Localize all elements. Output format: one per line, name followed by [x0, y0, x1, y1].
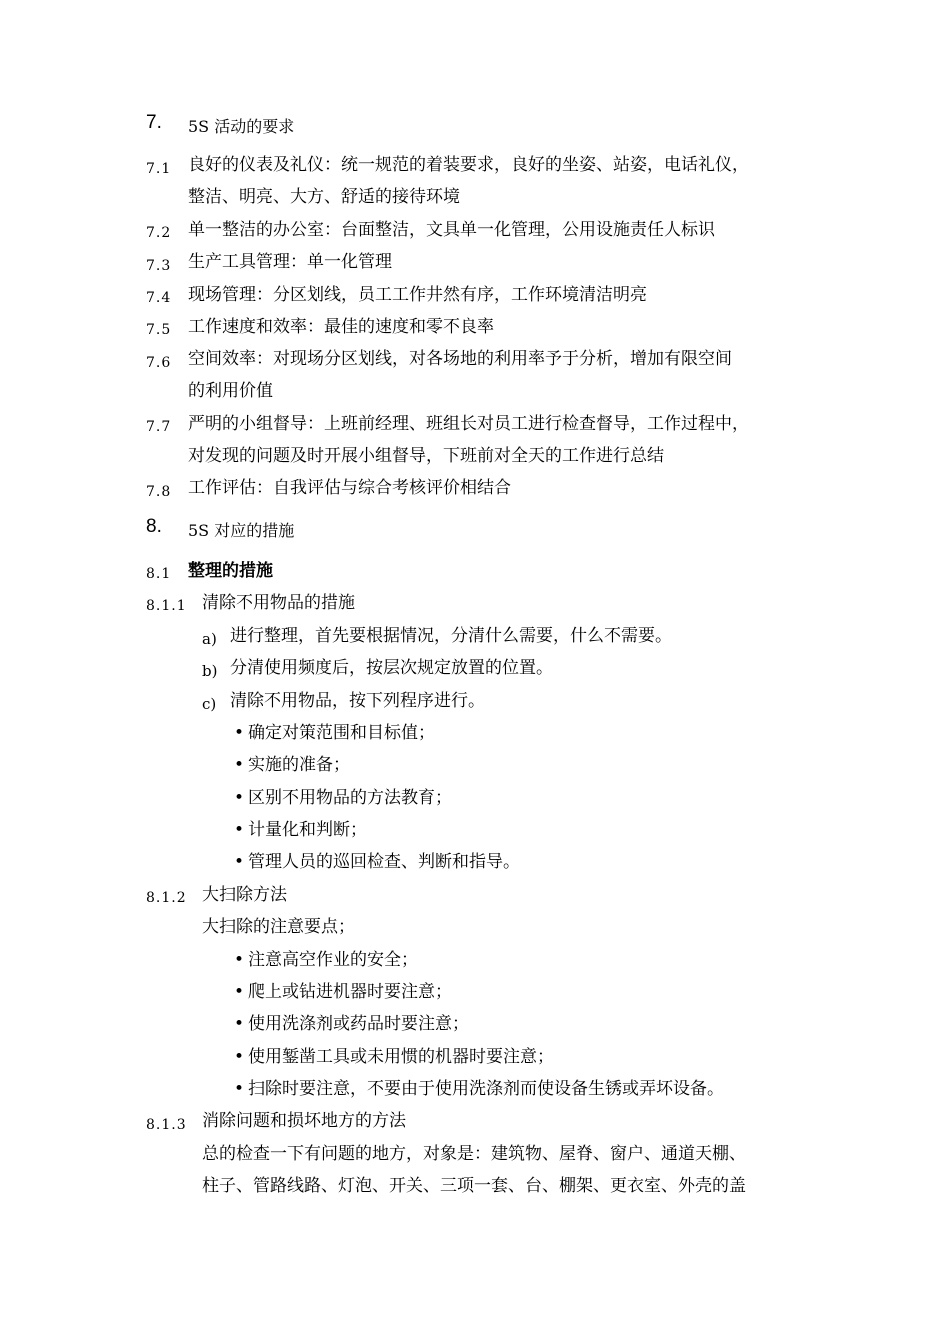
bullet-item: • 管理人员的巡回检查、判断和指导。	[234, 851, 520, 873]
bullet-item: • 确定对策范围和目标值；	[234, 722, 435, 744]
item-7-6-line-2: 的利用价值	[188, 381, 273, 401]
section-8-1-number: 8.1	[146, 566, 172, 582]
bullet-item: • 注意高空作业的安全；	[234, 949, 418, 971]
sub-b-label: b)	[202, 662, 218, 680]
section-8-1-2-title: 大扫除方法	[202, 885, 287, 905]
item-7-5-number: 7.5	[146, 322, 172, 338]
section-8-title: 5S 对应的措施	[188, 521, 295, 540]
section-7-number: 7.	[146, 112, 162, 133]
section-8-1-3-line-2: 柱子、管路线路、灯泡、开关、三项一套、台、棚架、更衣室、外壳的盖	[202, 1176, 746, 1196]
section-8-1-title: 整理的措施	[188, 561, 273, 581]
item-7-6-number: 7.6	[146, 355, 172, 371]
section-8-number: 8.	[146, 516, 162, 537]
section-8-1-2-intro: 大扫除的注意要点；	[202, 917, 355, 937]
section-7-title: 5S 活动的要求	[188, 117, 295, 136]
item-7-7-line-2: 对发现的问题及时开展小组督导，下班前对全天的工作进行总结	[188, 446, 664, 466]
section-8-1-2-number: 8.1.2	[146, 890, 187, 906]
item-7-1-number: 7.1	[146, 161, 172, 177]
item-7-7-number: 7.7	[146, 419, 172, 435]
sub-a-text: 进行整理，首先要根据情况，分清什么需要，什么不需要。	[230, 626, 672, 646]
bullet-item: • 扫除时要注意，不要由于使用洗涤剂而使设备生锈或弄坏设备。	[234, 1078, 724, 1100]
item-7-1-line-2: 整洁、明亮、大方、舒适的接待环境	[188, 187, 460, 207]
bullet-item: • 爬上或钻进机器时要注意；	[234, 981, 452, 1003]
item-7-2-line-1: 单一整洁的办公室：台面整洁，文具单一化管理，公用设施责任人标识	[188, 220, 715, 240]
sub-a-label: a)	[202, 630, 217, 648]
sub-c-label: c)	[202, 695, 217, 713]
bullet-item: • 使用錾凿工具或未用惯的机器时要注意；	[234, 1046, 554, 1068]
section-8-1-1-number: 8.1.1	[146, 598, 187, 614]
item-7-8-number: 7.8	[146, 484, 172, 500]
section-8-1-3-title: 消除问题和损坏地方的方法	[202, 1111, 406, 1131]
item-7-6-line-1: 空间效率：对现场分区划线，对各场地的利用率予于分析，增加有限空间	[188, 349, 732, 369]
bullet-item: • 实施的准备；	[234, 754, 350, 776]
bullet-item: • 使用洗涤剂或药品时要注意；	[234, 1013, 469, 1035]
section-8-1-3-number: 8.1.3	[146, 1117, 187, 1133]
item-7-3-line-1: 生产工具管理：单一化管理	[188, 252, 392, 272]
section-8-1-1-title: 清除不用物品的措施	[202, 593, 355, 613]
item-7-4-line-1: 现场管理：分区划线，员工工作井然有序，工作环境清洁明亮	[188, 285, 647, 305]
item-7-4-number: 7.4	[146, 290, 172, 306]
item-7-8-line-1: 工作评估：自我评估与综合考核评价相结合	[188, 478, 511, 498]
bullet-item: • 计量化和判断；	[234, 819, 367, 841]
item-7-5-line-1: 工作速度和效率：最佳的速度和零不良率	[188, 317, 494, 337]
bullet-item: • 区别不用物品的方法教育；	[234, 787, 452, 809]
item-7-1-line-1: 良好的仪表及礼仪：统一规范的着装要求，良好的坐姿、站姿，电话礼仪，	[188, 155, 749, 175]
item-7-3-number: 7.3	[146, 258, 172, 274]
item-7-2-number: 7.2	[146, 225, 172, 241]
sub-c-text: 清除不用物品，按下列程序进行。	[230, 691, 485, 711]
sub-b-text: 分清使用频度后，按层次规定放置的位置。	[230, 658, 553, 678]
section-8-1-3-line-1: 总的检查一下有问题的地方，对象是：建筑物、屋脊、窗户、通道天棚、	[202, 1144, 746, 1164]
item-7-7-line-1: 严明的小组督导：上班前经理、班组长对员工进行检查督导，工作过程中，	[188, 414, 749, 434]
